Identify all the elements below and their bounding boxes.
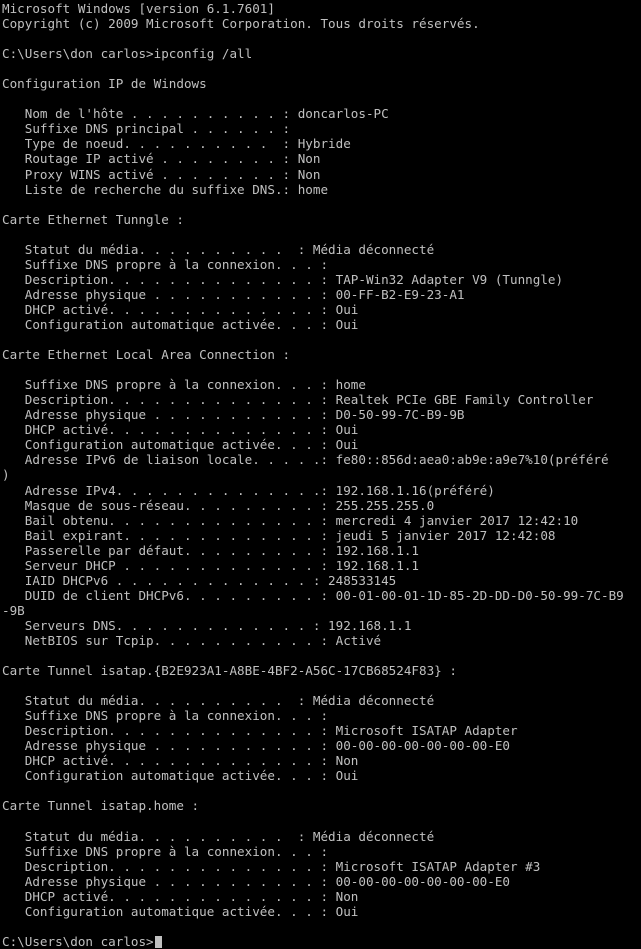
- console-line: IAID DHCPv6 . . . . . . . . . . . . . : 248533145: [2, 572, 397, 588]
- console-line: [2, 332, 641, 347]
- console-line: Bail obtenu. . . . . . . . . . . . . . : mercredi 4 janvier 2017 12:42:10: [2, 512, 579, 528]
- console-line: Description. . . . . . . . . . . . . . : TAP-Win32 Adapter V9 (Tunngle): [2, 271, 564, 287]
- console-line: Adresse physique . . . . . . . . . . . : 00-00-00-00-00-00-00-E0: [2, 873, 510, 889]
- text-cursor: [155, 936, 162, 948]
- console-line: [2, 648, 641, 663]
- console-line: [2, 919, 641, 934]
- console-line: Adresse IPv6 de liaison locale. . . . .: fe80::856d:aea0:ab9e:a9e7%10(préféré: [2, 452, 609, 468]
- console-line: Carte Tunnel isatap.home :: [2, 798, 200, 814]
- console-line: Configuration automatique activée. . . : Oui: [2, 316, 359, 332]
- console-line: ): [2, 467, 10, 483]
- console-line: Configuration automatique activée. . . : Oui: [2, 903, 359, 919]
- console-line: Passerelle par défaut. . . . . . . . . : 192.168.1.1: [2, 542, 420, 558]
- console-line: [2, 91, 641, 106]
- console-line: [2, 227, 641, 242]
- command-prompt-line[interactable]: [2, 934, 641, 949]
- console-line: DHCP activé. . . . . . . . . . . . . . : Non: [2, 888, 359, 904]
- console-line: Copyright (c) 2009 Microsoft Corporation. Tous droits réservés.: [2, 16, 480, 32]
- console-line: Description. . . . . . . . . . . . . . : Microsoft ISATAP Adapter: [2, 723, 518, 739]
- console-line: Masque de sous-réseau. . . . . . . . . : 255.255.255.0: [2, 497, 435, 513]
- console-line: Carte Tunnel isatap.{B2E923A1-A8BE-4BF2-A56C-17CB68524F83} :: [2, 663, 457, 679]
- console-line: Microsoft Windows [version 6.1.7601]: [2, 1, 275, 16]
- console-line: -9B: [2, 602, 25, 618]
- console-line: DHCP activé. . . . . . . . . . . . . . : Oui: [2, 301, 359, 317]
- console-line: [2, 783, 641, 798]
- console-line: Configuration automatique activée. . . : Oui: [2, 768, 359, 784]
- console-line: Suffixe DNS propre à la connexion. . . : home: [2, 377, 366, 393]
- console-line: Routage IP activé . . . . . . . . : Non: [2, 151, 321, 167]
- console-line: Bail expirant. . . . . . . . . . . . . : jeudi 5 janvier 2017 12:42:08: [2, 527, 556, 543]
- console-line: Nom de l'hôte . . . . . . . . . . : doncarlos-PC: [2, 106, 389, 122]
- console-line: [2, 814, 641, 829]
- console-line: Carte Ethernet Local Area Connection :: [2, 347, 291, 363]
- console-line: Configuration automatique activée. . . : Oui: [2, 437, 359, 453]
- console-line: [2, 362, 641, 377]
- console-line: DUID de client DHCPv6. . . . . . . . . : 00-01-00-01-1D-85-2D-DD-D0-50-99-7C-B9: [2, 587, 624, 603]
- console-line: DHCP activé. . . . . . . . . . . . . . : Oui: [2, 422, 359, 438]
- console-line: Suffixe DNS propre à la connexion. . . :: [2, 843, 329, 859]
- console-line: Proxy WINS activé . . . . . . . . : Non: [2, 166, 321, 182]
- console-line: Statut du média. . . . . . . . . . : Média déconnecté: [2, 241, 435, 257]
- console-line: Adresse physique . . . . . . . . . . . : 00-FF-B2-E9-23-A1: [2, 286, 465, 302]
- console-line: Serveur DHCP . . . . . . . . . . . . . : 192.168.1.1: [2, 557, 420, 573]
- console-line: Liste de recherche du suffixe DNS.: home: [2, 181, 329, 197]
- prompt-text: C:\Users\don carlos>: [2, 933, 154, 949]
- console-line: [2, 678, 641, 693]
- console-line: Adresse physique . . . . . . . . . . . : D0-50-99-7C-B9-9B: [2, 407, 465, 423]
- console-line: Description. . . . . . . . . . . . . . : Realtek PCIe GBE Family Controller: [2, 392, 594, 408]
- console-line: [2, 31, 641, 46]
- console-line: Carte Ethernet Tunngle :: [2, 211, 184, 227]
- console-line: Adresse IPv4. . . . . . . . . . . . . .: 192.168.1.16(préféré): [2, 482, 495, 498]
- console-line: Suffixe DNS principal . . . . . . :: [2, 121, 291, 137]
- console-line: Suffixe DNS propre à la connexion. . . :: [2, 256, 329, 272]
- console-line: Adresse physique . . . . . . . . . . . : 00-00-00-00-00-00-00-E0: [2, 738, 510, 754]
- console-line: Type de noeud. . . . . . . . . . : Hybride: [2, 136, 351, 152]
- console-line: Configuration IP de Windows: [2, 76, 207, 92]
- console-line: Statut du média. . . . . . . . . . : Média déconnecté: [2, 693, 435, 709]
- console-line: [2, 197, 641, 212]
- console-line: C:\Users\don carlos>ipconfig /all: [2, 46, 253, 62]
- console-line: Suffixe DNS propre à la connexion. . . :: [2, 708, 329, 724]
- console-line: Statut du média. . . . . . . . . . : Média déconnecté: [2, 828, 435, 844]
- console-line: Description. . . . . . . . . . . . . . : Microsoft ISATAP Adapter #3: [2, 858, 541, 874]
- console-line: DHCP activé. . . . . . . . . . . . . . : Non: [2, 753, 359, 769]
- console-line: [2, 61, 641, 76]
- console-line: NetBIOS sur Tcpip. . . . . . . . . . . : Activé: [2, 632, 382, 648]
- console-line: Serveurs DNS. . . . . . . . . . . . . : 192.168.1.1: [2, 617, 412, 633]
